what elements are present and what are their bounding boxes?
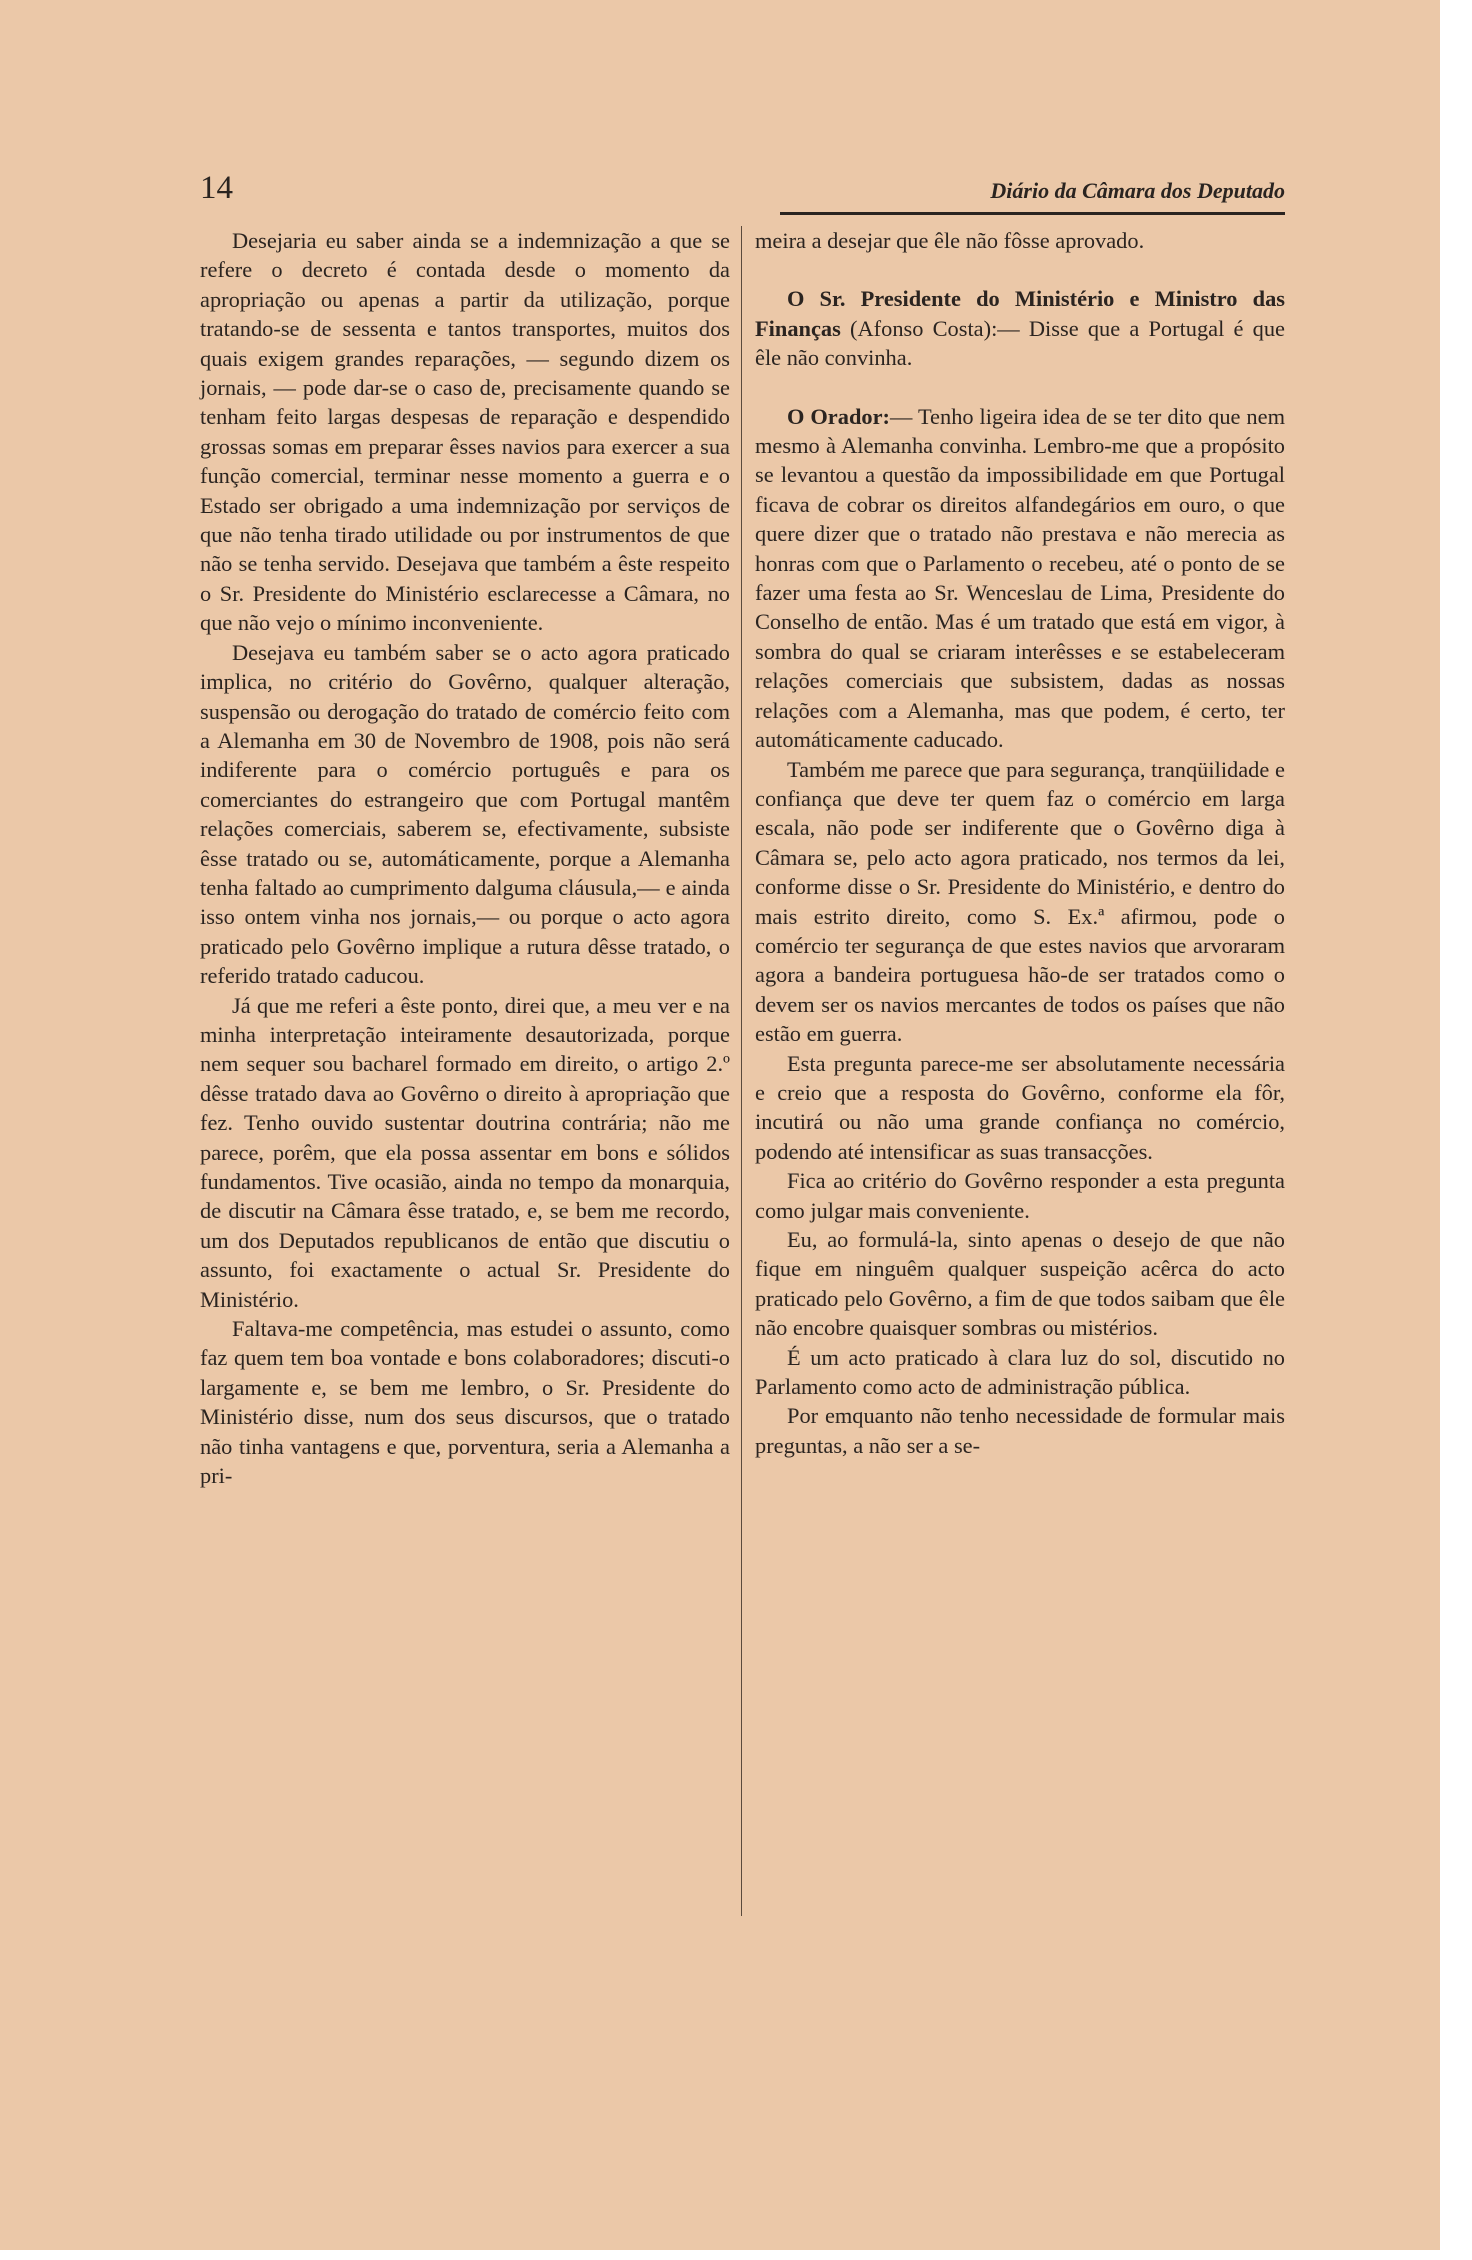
left-column (200, 226, 730, 1490)
paragraph: Eu, ao formulá-la, sinto apenas o desejo de que não fique em ninguêm qualquer suspeição acêrca do acto praticado pelo Govêrno, a fim de que todos saibam que êle não encobre quaisquer sombras ou mistérios. (755, 1227, 1285, 1341)
paragraph: Esta pregunta parece-me ser absolutamente necessária e creio que a resposta do Govêrno, conforme ela fôr, incutirá ou não uma grande confiança no comércio, podendo até intensificar as suas transacções. (755, 1050, 1285, 1164)
right-column (755, 226, 1285, 1460)
continuation-paragraph: meira a desejar que êle não fôsse aprovado. (755, 228, 1145, 253)
paragraph: Desejava eu também saber se o acto agora praticado implica, no critério do Govêrno, qualquer alteração, suspensão ou derogação do tratado de comércio feito com a Alemanha em 30 de Novembro de 1908, pois não será indiferente para o comércio português e para os comerciantes do estrangeiro que com Portugal mantêm relações comerciais, saberem se, efectivamente, subsiste êsse tratado ou se, automáticamente, porque a Alemanha tenha faltado ao cumprimento dalguma cláusula,— e ainda isso ontem vinha nos jornais,— ou porque o acto agora praticado pelo Govêrno implique a rutura dêsse tratado, o referido tratado caducou. (200, 639, 730, 989)
running-title: Diário da Câmara dos Deputado (990, 178, 1285, 203)
interjection-paragraph (755, 284, 1285, 372)
paragraph: Desejaria eu saber ainda se a indemnização a que se refere o decreto é contada desde o momento da apropriação ou apenas a partir da utilização, porque tratando-se de sessenta e tantos transportes, muitos dos quais exigem grandes reparações, — segundo dizem os jornais, — pode dar-se o caso de, precisamente quando se tenham feito largas despesas de reparação e despendido grossas somas em preparar êsses navios para exercer a sua função comercial, terminar nesse momento a guerra e o Estado ser obrigado a uma indemnização por serviços de que não tenha tirado utilidade ou por instrumentos de que não se tenha servido. Desejava que também a êste respeito o Sr. Presidente do Ministério esclarecesse a Câmara, no que não vejo o mínimo inconveniente. (200, 228, 730, 636)
orador-paragraph (755, 402, 1285, 755)
column-divider (741, 226, 742, 1916)
page-header (200, 170, 1285, 220)
page-number: 14 (200, 170, 233, 206)
paragraph: É um acto praticado à clara luz do sol, discutido no Parlamento como acto de administração pública. (755, 1344, 1285, 1400)
speaker-name: O Orador: (787, 403, 890, 429)
paragraph: Faltava-me competência, mas estudei o assunto, como faz quem tem boa vontade e bons colaboradores; discuti-o largamente e, se bem me lembro, o Sr. Presidente do Ministério disse, num dos seus discursos, que o tratado não tinha vantagens e que, porventura, seria a Alemanha a pri- (200, 1316, 730, 1489)
header-rule (780, 212, 1285, 215)
orador-text: — Tenho ligeira idea de se ter dito que nem mesmo à Alemanha convinha. Lembro-me que a propósito se levantou a questão da impossibilidade em que Portugal ficava de cobrar os direitos alfandegários em ouro, o que quere dizer que o tratado não prestava e não merecia as honras com que o Parlamento o recebeu, até o ponto de se fazer uma festa ao Sr. Wenceslau de Lima, Presidente do Conselho de então. Mas é um tratado que está em vigor, à sombra do qual se criaram interêsses e se estabeleceram relações comerciais que subsistem, dadas as nossas relações com a Alemanha, mas que podem, é certo, ter automáticamente caducado. (755, 403, 1285, 753)
speaker-name: O Sr. Presidente do Ministério e Ministro das Finanças (755, 286, 1285, 341)
paragraph: Por emquanto não tenho necessidade de formular mais preguntas, a não ser a se- (755, 1403, 1285, 1458)
paragraph: Também me parece que para segurança, tranqüilidade e confiança que deve ter quem faz o comércio em larga escala, não pode ser indiferente que o Govêrno diga à Câmara se, pelo acto agora praticado, nos termos da lei, conforme disse o Sr. Presidente do Ministério, e dentro do mais estrito direito, como S. Ex.ª afirmou, pode o comércio ter segurança de que estes navios que arvoraram agora a bandeira portuguesa hão-de ser tratados como o devem ser os navios mercantes de todos os países que não estão em guerra. (755, 756, 1285, 1047)
paragraph: Fica ao critério do Govêrno responder a esta pregunta como julgar mais conveniente. (755, 1168, 1285, 1223)
interjection-text: — Disse que a Portugal é que êle não convinha. (755, 315, 1285, 371)
speaker-detail: (Afonso Costa): (850, 315, 998, 341)
paragraph: Já que me referi a êste ponto, direi que, a meu ver e na minha interpretação inteiramente desautorizada, porque nem sequer sou bacharel formado em direito, o artigo 2.º dêsse tratado dava ao Govêrno o direito à apropriação que fez. Tenho ouvido sustentar doutrina contrária; não me parece, porêm, que ela possa assentar em bons e sólidos fundamentos. Tive ocasião, ainda no tempo da monarquia, de discutir na Câmara êsse tratado, e, se bem me recordo, um dos Deputados republicanos de então que discutiu o assunto, foi exactamente o actual Sr. Presidente do Ministério. (200, 992, 730, 1312)
